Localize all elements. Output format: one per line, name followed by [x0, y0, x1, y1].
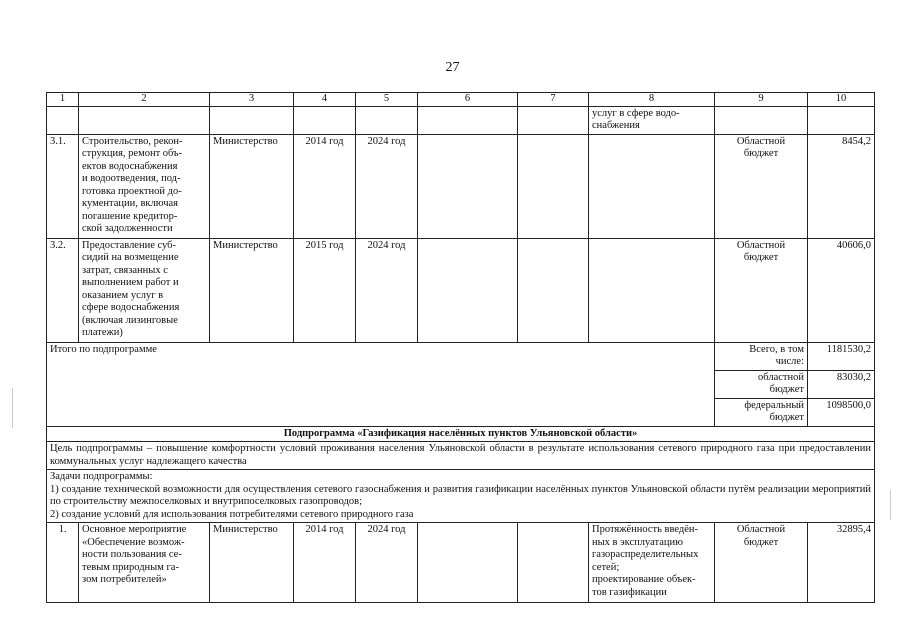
row-number: 3.1. [47, 134, 79, 238]
end-year: 2024 год [356, 238, 418, 342]
scan-margin-mark [12, 388, 13, 428]
page-number: 27 [445, 60, 460, 75]
start-year: 2015 год [294, 238, 356, 342]
amount: 83030,2 [808, 370, 875, 398]
funding-source: федеральный бюджет [715, 398, 808, 426]
header-cell: 3 [210, 93, 294, 107]
subprogram-row [47, 426, 875, 442]
table-row [47, 134, 875, 238]
header-cell: 6 [418, 93, 518, 107]
goal-row [47, 442, 875, 470]
amount: 32895,4 [808, 523, 875, 603]
funding-source: областной бюджет [715, 370, 808, 398]
amount: 8454,2 [808, 134, 875, 238]
header-cell: 9 [715, 93, 808, 107]
subprogram-title: Подпрограмма «Газификация населённых пунктов Ульяновской области» [47, 426, 875, 442]
row-number: 1. [47, 523, 79, 603]
header-cell: 2 [79, 93, 210, 107]
activity-name: Строительство, рекон- струкция, ремонт объ- ектов водоснабжения и водоотведения, под- готовка проектной до- кументации, включая погашение кредитор- ской задолженности [79, 134, 210, 238]
amount: 1098500,0 [808, 398, 875, 426]
start-year: 2014 год [294, 523, 356, 603]
start-year: 2014 год [294, 134, 356, 238]
amount: 40606,0 [808, 238, 875, 342]
program-table [46, 92, 875, 603]
table-row [47, 238, 875, 342]
continuation-row [47, 106, 875, 134]
activity-name: Предоставление суб- сидий на возмещение затрат, связанных с выполнением работ и оказанием услуг в сфере водоснабжения (включая лизинговые платежи) [79, 238, 210, 342]
header-row [47, 93, 875, 107]
header-cell: 8 [589, 93, 715, 107]
header-cell: 5 [356, 93, 418, 107]
end-year: 2024 год [356, 523, 418, 603]
funding-source: Всего, в том числе: [715, 342, 808, 370]
table-row [47, 523, 875, 603]
executor: Министерство [210, 238, 294, 342]
subprogram-tasks: Задачи подпрограммы: 1) создание технической возможности для осуществления сетевого газоснабжения и развития газификации населённых пунктов Ульяновской области путём реализации мероприятий по строительству межпоселковых и внутрипоселковых газопроводов; 2) создание условий для использования потребителями сетевого природного газа [47, 470, 875, 523]
executor: Министерство [210, 523, 294, 603]
scan-margin-mark [890, 490, 891, 520]
header-cell: 1 [47, 93, 79, 107]
executor: Министерство [210, 134, 294, 238]
funding-source: Областной бюджет [715, 134, 808, 238]
funding-source: Областной бюджет [715, 238, 808, 342]
funding-source: Областной бюджет [715, 523, 808, 603]
end-year: 2024 год [356, 134, 418, 238]
header-cell: 4 [294, 93, 356, 107]
amount: 1181530,2 [808, 342, 875, 370]
indicator-cell: услуг в сфере водо- снабжения [589, 106, 715, 134]
header-cell: 7 [518, 93, 589, 107]
total-row [47, 342, 875, 370]
tasks-row [47, 470, 875, 523]
total-label: Итого по подпрограмме [47, 342, 715, 426]
activity-name: Основное мероприятие «Обеспечение возмож- ности пользования се- тевым природным га- зом потребителей» [79, 523, 210, 603]
row-number: 3.2. [47, 238, 79, 342]
indicator-cell: Протяжённость введён- ных в эксплуатацию газораспределительных сетей; проектирование объек- тов газификации [589, 523, 715, 603]
header-cell: 10 [808, 93, 875, 107]
subprogram-goal: Цель подпрограммы – повышение комфортности условий проживания населения Ульяновской области в результате использования сетевого природного газа при предоставлении коммунальных услуг надлежащего качества [47, 442, 875, 470]
